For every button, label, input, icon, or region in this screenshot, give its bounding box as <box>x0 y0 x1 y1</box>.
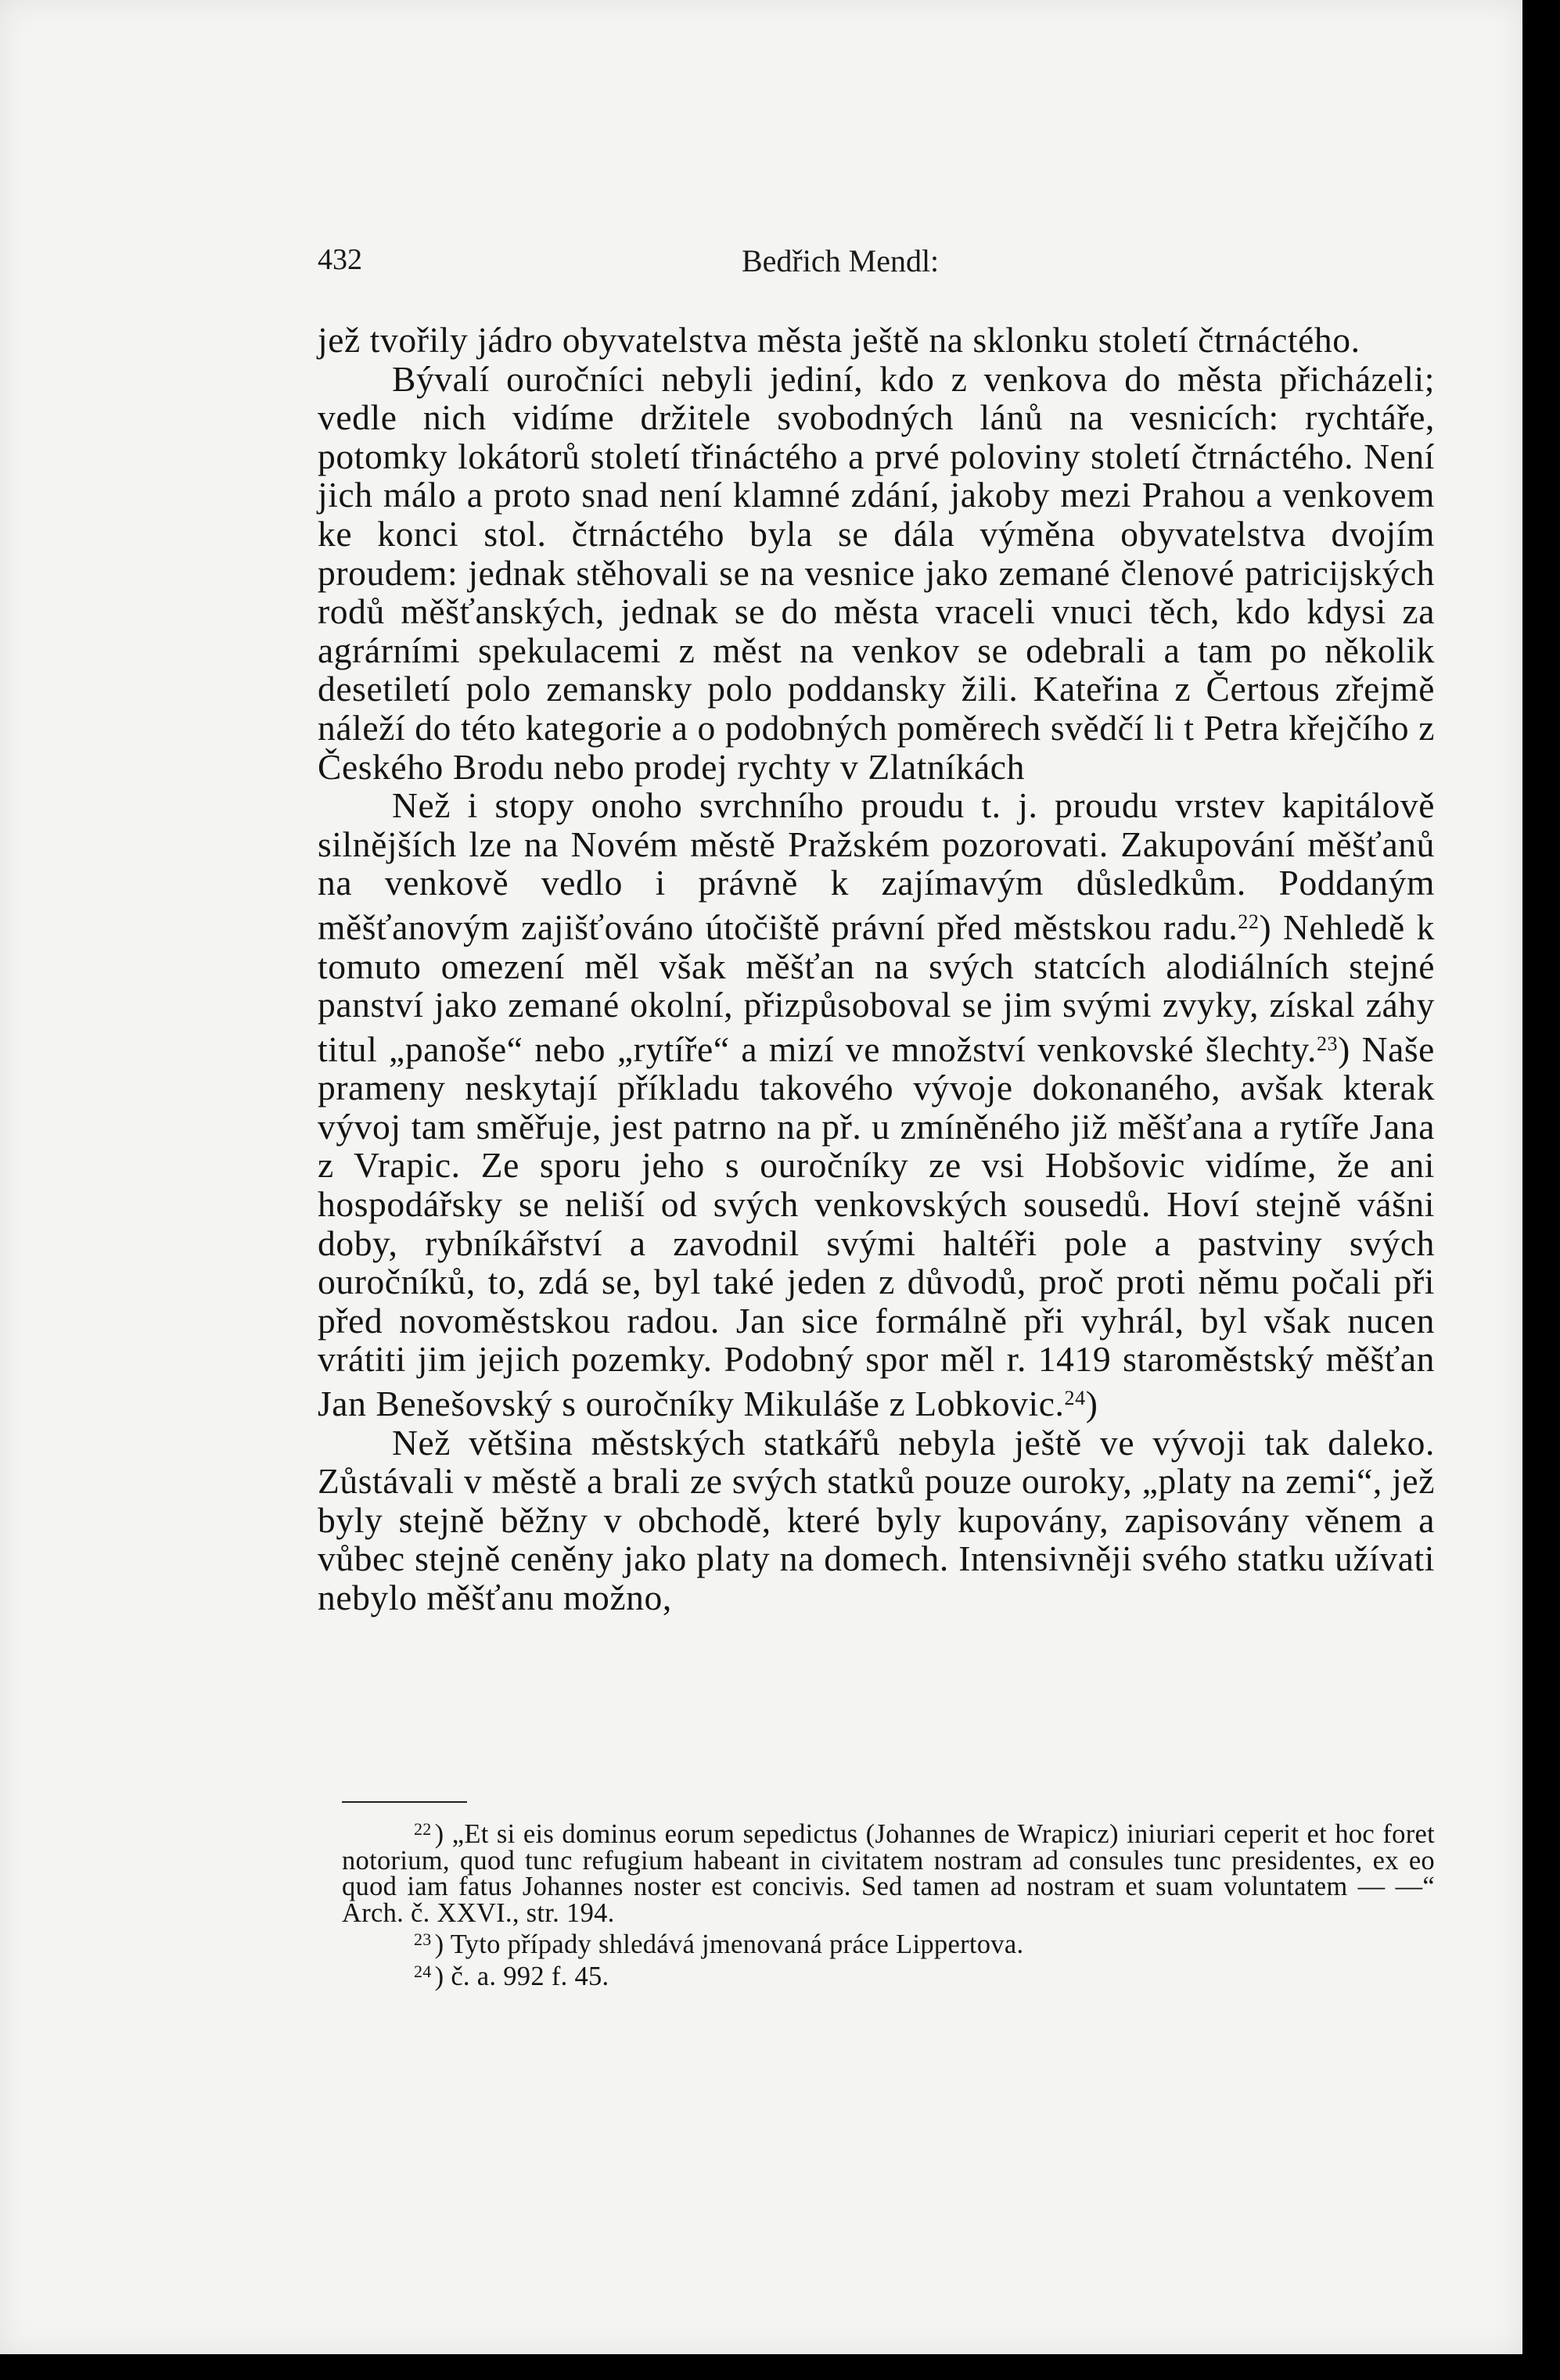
footnote-ref-24: 24 <box>1064 1387 1086 1410</box>
page-header <box>318 242 1435 289</box>
paragraph-3-part-1: Než i stopy onoho svrchního proudu t. j. proudu vrstev kapitálově silnějších lze na Novém městě Pražském pozorovati. Zakupování měšťanů na venkově vedlo i právně k zajímavým důsledkům. Poddaným měšťanovým zajišťováno útočiště právní před městskou radu. <box>318 785 1435 947</box>
page-number: 432 <box>318 243 362 276</box>
running-head: Bedřich Mendl: <box>742 243 940 278</box>
paragraph-4: Než většina městských statkářů nebyla ještě ve vývoji tak daleko. Zůstávali v městě a brali ze svých statků pouze ouroky, „platy na zemi“, jež byly stejně běžny v obchodě, které byly kupovány, zapisovány věnem a vůbec stejně ceněny jako platy na domech. Intensivněji svého statku užívati nebylo měšťanu možno, <box>318 1422 1435 1617</box>
footnote-marker: 24 <box>414 1961 432 1981</box>
footnote-text: ) „Et si eis dominus eorum sepedictus (Johannes de Wrapicz) iniuriari ceperit et hoc foret notorium, quod tunc refugium habeant in civitatem nostram ad consules tunc presidentes, ex eo quod iam fatus Johannes noster est concivis. Sed tamen ad nostram et suam voluntatem — —“ Arch. č. XXVI., str. 194. <box>342 1819 1435 1928</box>
footnotes <box>342 1816 1435 1990</box>
footnote-marker: 22 <box>414 1819 432 1839</box>
footnote-23 <box>342 1926 1435 1958</box>
paragraph-3 <box>318 786 1435 1423</box>
footnote-marker: 23 <box>414 1929 432 1949</box>
paragraph-2: Bývalí ouročníci nebyli jediní, kdo z venkova do města přicházeli; vedle nich vidíme držitele svobodných lánů na vesnicích: rychtáře, potomky lokátorů století třináctého a prvé poloviny století čtrnáctého. Není jich málo a proto snad není klamné zdání, jakoby mezi Prahou a venkovem ke konci stol. čtrnáctého byla se dála výměna obyvatelstva dvojím proudem: jednak stěhovali se na vesnice jako zemané členové patricijských rodů měšťanských, jednak se do města vraceli vnuci těch, kdo kdysi za agrárními spekulacemi z měst na venkov se odebrali a tam po několik desetiletí polo zemansky polo poddansky žili. Kateřina z Čertous zřejmě náleží do této kategorie a o podobných poměrech svědčí li t Petra křejčího z Českého Brodu nebo prodej rychty v Zlatníkách <box>318 358 1435 787</box>
footnote-24 <box>342 1958 1435 1991</box>
paragraph-3-part-4: ) <box>1085 1384 1098 1424</box>
footnote-ref-22: 22 <box>1238 910 1260 933</box>
footnote-text: ) č. a. 992 f. 45. <box>434 1961 609 1991</box>
footnote-22 <box>342 1816 1435 1926</box>
footnote-ref-23: 23 <box>1316 1032 1339 1055</box>
paragraph-3-part-3: ) Naše prameny neskytají příkladu takového vývoje dokonaného, avšak kterak vývoj tam směřuje, jest patrno na př. u zmíněného již měšťana a rytíře Jana z Vrapic. Ze sporu jeho s ouročníky ze vsi Hobšovic vidíme, že ani hospodářsky se neliší od svých venkovských sousedů. Hoví stejně vášni doby, rybníkářství a zavodnil svými haltéři pole a pastviny svých ouročníků, to, zdá se, byl také jeden z důvodů, proč proti němu počali při před novoměstskou radou. Jan sice formálně při vyhrál, byl však nucen vrátiti jim jejich pozemky. Podobný spor měl r. 1419 staroměstský měšťan Jan Benešovský s ouročníky Mikuláše z Lobkovic. <box>318 1028 1435 1424</box>
paragraph-3-part-2: ) Nehledě k tomuto omezení měl však měšťan na svých statcích alodiálních stejné panství jako zemané okolní, přizpůsoboval se jim svými zvyky, získal záhy titul „panoše“ nebo „rytíře“ a mizí ve množství venkovské šlechty. <box>318 906 1436 1069</box>
footnote-text: ) Tyto případy shledává jmenovaná práce Lippertova. <box>434 1929 1024 1959</box>
body-text <box>318 321 1435 1617</box>
paragraph-1: jež tvořily jádro obyvatelstva města ještě na sklonku století čtrnáctého. <box>318 320 1361 360</box>
footnote-divider <box>342 1801 467 1803</box>
